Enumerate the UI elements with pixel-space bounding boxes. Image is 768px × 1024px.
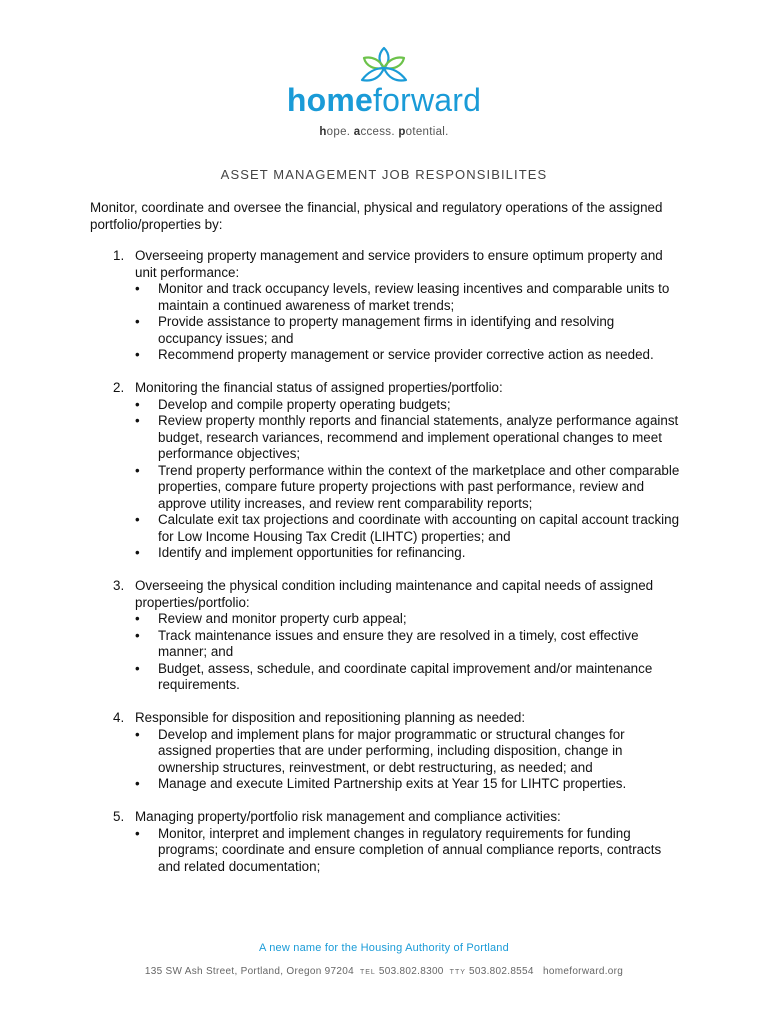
bullet-list: [135, 727, 680, 793]
section-heading: Overseeing property management and service providers to ensure optimum property and unit performance:: [135, 248, 663, 280]
section-item: [0, 380, 680, 562]
bullet-item: • Trend property performance within the context of the marketplace and other comparable properties, compare future property projections with past performance, review and approve utility increases, and review rent comparability reports;: [135, 463, 680, 513]
section-number: 2.: [113, 380, 125, 395]
section-heading: Monitoring the financial status of assigned properties/portfolio:: [135, 380, 503, 395]
footer-address: 135 SW Ash Street, Portland, Oregon 97204: [144, 966, 354, 977]
bullet-item: • Monitor, interpret and implement changes in regulatory requirements for funding programs; coordinate and ensure completion of annual compliance reports, contracts and related documentation;: [135, 826, 680, 876]
section-number: 5.: [113, 809, 125, 824]
flower-logo-icon: [352, 40, 416, 88]
section-item: [0, 809, 680, 875]
footer-contact: [0, 966, 768, 977]
section-item: [0, 248, 680, 364]
tty-label: TTY: [449, 969, 466, 976]
footer-tel: 503.802.8300: [378, 966, 444, 977]
section-item: [0, 710, 680, 793]
brand-tagline: hope. access. potential.: [319, 126, 449, 138]
responsibility-list: [0, 248, 768, 892]
section-number: 1.: [113, 248, 125, 263]
document-title: ASSET MANAGEMENT JOB RESPONSIBILITES: [220, 167, 548, 182]
bullet-list: [135, 281, 680, 364]
section-number: 3.: [113, 578, 125, 593]
section-item: [0, 578, 680, 694]
bullet-list: [135, 397, 680, 562]
section-heading: Responsible for disposition and repositioning planning as needed:: [135, 710, 526, 725]
intro-paragraph: Monitor, coordinate and oversee the financial, physical and regulatory operations of the assigned portfolio/properties by:: [90, 200, 663, 232]
bullet-item: • Review property monthly reports and financial statements, analyze performance against budget, research variances, recommend and implement operational changes to meet performance objectives;: [135, 413, 680, 463]
bullet-item: • Monitor and track occupancy levels, review leasing incentives and comparable units to maintain a continued awareness of market trends;: [135, 281, 680, 314]
bullet-item: • Identify and implement opportunities for refinancing.: [135, 545, 680, 562]
bullet-item: • Review and monitor property curb appeal;: [135, 611, 680, 628]
bullet-item: • Recommend property management or service provider corrective action as needed.: [135, 347, 680, 364]
bullet-item: • Develop and implement plans for major programmatic or structural changes for assigned properties that are under performing, including disposition, change in ownership structures, reinvestment, or debt restructuring, as needed; and: [135, 727, 680, 777]
bullet-list: [135, 826, 680, 876]
section-number: 4.: [113, 710, 125, 725]
section-heading: Overseeing the physical condition including maintenance and capital needs of assigned properties/portfolio:: [135, 578, 654, 610]
footer-tagline: A new name for the Housing Authority of Portland: [259, 942, 509, 954]
tel-label: TEL: [359, 969, 376, 976]
bullet-list: [135, 611, 680, 694]
bullet-item: • Track maintenance issues and ensure they are resolved in a timely, cost effective manner; and: [135, 628, 680, 661]
bullet-item: • Manage and execute Limited Partnership exits at Year 15 for LIHTC properties.: [135, 776, 680, 793]
section-heading: Managing property/portfolio risk management and compliance activities:: [135, 809, 561, 824]
footer-tty: 503.802.8554: [469, 966, 534, 977]
bullet-item: • Develop and compile property operating budgets;: [135, 397, 680, 414]
footer-website[interactable]: homeforward.org: [543, 966, 624, 977]
brand-wordmark: [0, 84, 768, 116]
bullet-item: • Provide assistance to property management firms in identifying and resolving occupancy issues; and: [135, 314, 680, 347]
bullet-item: • Calculate exit tax projections and coordinate with accounting on capital account tracking for Low Income Housing Tax Credit (LIHTC) properties; and: [135, 512, 680, 545]
brand-forward: forward: [373, 82, 482, 118]
brand-home: home: [286, 82, 374, 118]
bullet-item: • Budget, assess, schedule, and coordinate capital improvement and/or maintenance requirements.: [135, 661, 680, 694]
